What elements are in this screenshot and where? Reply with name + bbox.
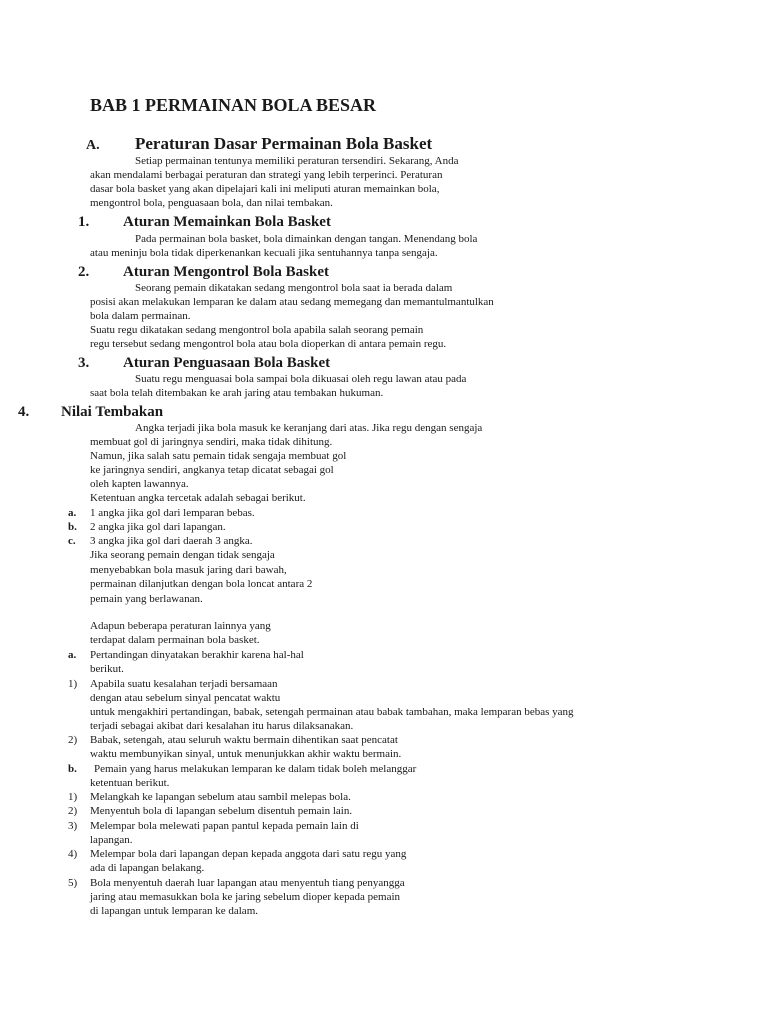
sublist-item: Melempar bola dari lapangan depan kepada anggota dari satu regu yang — [90, 848, 407, 860]
section-1-marker: 1. — [78, 214, 90, 230]
section-3-title: Aturan Penguasaan Bola Basket — [123, 355, 331, 371]
sublist-item: Melangkah ke lapangan sebelum atau sambil melepas bola. — [90, 791, 351, 803]
sublist-marker: 4) — [68, 848, 78, 860]
list-marker: a. — [68, 507, 77, 519]
section-3-marker: 3. — [78, 355, 90, 371]
list-item: 2 angka jika gol dari lapangan. — [90, 521, 226, 533]
sublist-item: di lapangan untuk lemparan ke dalam. — [90, 905, 258, 917]
sublist-marker: 5) — [68, 877, 78, 889]
section-2-title: Aturan Mengontrol Bola Basket — [123, 264, 329, 280]
paragraph-line: posisi akan melakukan lemparan ke dalam atau sedang memegang dan memantulmantulkan — [90, 296, 494, 308]
paragraph-line: mengontrol bola, penguasaan bola, dan nilai tembakan. — [90, 197, 333, 209]
section-1-title: Aturan Memainkan Bola Basket — [123, 214, 331, 230]
sublist-marker: 1) — [68, 791, 78, 803]
sublist-item: Babak, setengah, atau seluruh waktu bermain dihentikan saat pencatat — [90, 734, 398, 746]
paragraph-line: terdapat dalam permainan bola basket. — [90, 634, 260, 646]
paragraph-line: akan mendalami berbagai peraturan dan strategi yang lebih terperinci. Peraturan — [90, 169, 443, 181]
sublist-item: terjadi sebagai akibat dari kesalahan itu harus dilaksanakan. — [90, 720, 354, 732]
chapter-title: BAB 1 PERMAINAN BOLA BESAR — [90, 95, 377, 115]
paragraph-line: Pada permainan bola basket, bola dimainkan dengan tangan. Menendang bola — [135, 233, 478, 245]
sublist-item: Melempar bola melewati papan pantul kepada pemain lain di — [90, 820, 359, 832]
paragraph-line: dasar bola basket yang akan dipelajari kali ini meliputi aturan memainkan bola, — [90, 183, 440, 195]
list-marker: b. — [68, 521, 77, 533]
sublist-item: Apabila suatu kesalahan terjadi bersamaan — [90, 678, 278, 690]
sublist-item: Menyentuh bola di lapangan sebelum disentuh pemain lain. — [90, 805, 353, 817]
paragraph-line: menyebabkan bola masuk jaring dari bawah, — [90, 564, 287, 576]
paragraph-line: saat bola telah ditembakan ke arah jaring atau tembakan hukuman. — [90, 387, 384, 399]
sublist-item: ada di lapangan belakang. — [90, 862, 205, 874]
paragraph-line: Namun, jika salah satu pemain tidak sengaja membuat gol — [90, 450, 347, 462]
list-marker: a. — [68, 649, 77, 661]
paragraph-line: bola dalam permainan. — [90, 310, 191, 322]
list-item: 1 angka jika gol dari lemparan bebas. — [90, 507, 255, 519]
list-marker: c. — [68, 535, 76, 547]
list-item: berikut. — [90, 663, 124, 675]
sublist-item: jaring atau memasukkan bola ke jaring sebelum dioper kepada pemain — [90, 891, 401, 903]
section-4-title: Nilai Tembakan — [61, 404, 164, 420]
paragraph-line: permainan dilanjutkan dengan bola loncat antara 2 — [90, 578, 313, 590]
paragraph-line: membuat gol di jaringnya sendiri, maka tidak dihitung. — [90, 436, 333, 448]
paragraph-line: Adapun beberapa peraturan lainnya yang — [90, 620, 271, 632]
paragraph-line: atau meninju bola tidak diperkenankan kecuali jika sentuhannya tanpa sengaja. — [90, 247, 438, 259]
list-item: Pemain yang harus melakukan lemparan ke dalam tidak boleh melanggar — [94, 763, 417, 775]
paragraph-line: pemain yang berlawanan. — [90, 593, 203, 605]
paragraph-line: Suatu regu dikatakan sedang mengontrol bola apabila salah seorang pemain — [90, 324, 424, 336]
sublist-item: lapangan. — [90, 834, 133, 846]
sublist-item: untuk mengakhiri pertandingan, babak, setengah permainan atau babak tambahan, maka lemparan bebas yang — [90, 706, 574, 718]
section-2-marker: 2. — [78, 264, 90, 280]
list-item: 3 angka jika gol dari daerah 3 angka. — [90, 535, 253, 547]
paragraph-line: Seorang pemain dikatakan sedang mengontrol bola saat ia berada dalam — [135, 282, 453, 294]
list-item: ketentuan berikut. — [90, 777, 170, 789]
paragraph-line: ke jaringnya sendiri, angkanya tetap dicatat sebagai gol — [90, 464, 334, 476]
sublist-marker: 2) — [68, 734, 78, 746]
list-item: Pertandingan dinyatakan berakhir karena hal-hal — [90, 649, 304, 661]
paragraph-line: Suatu regu menguasai bola sampai bola dikuasai oleh regu lawan atau pada — [135, 373, 467, 385]
section-a-marker: A. — [86, 138, 100, 153]
paragraph-line: Angka terjadi jika bola masuk ke keranjang dari atas. Jika regu dengan sengaja — [135, 422, 483, 434]
paragraph-line: Ketentuan angka tercetak adalah sebagai berikut. — [90, 492, 306, 504]
paragraph-line: oleh kapten lawannya. — [90, 478, 189, 490]
section-a-title: Peraturan Dasar Permainan Bola Basket — [135, 134, 433, 153]
sublist-item: waktu membunyikan sinyal, untuk menunjukkan akhir waktu bermain. — [90, 748, 402, 760]
paragraph-line: Jika seorang pemain dengan tidak sengaja — [90, 549, 275, 561]
list-marker: b. — [68, 763, 77, 775]
sublist-item: dengan atau sebelum sinyal pencatat waktu — [90, 692, 281, 704]
sublist-marker: 3) — [68, 820, 78, 832]
section-4-marker: 4. — [18, 404, 30, 420]
sublist-item: Bola menyentuh daerah luar lapangan atau menyentuh tiang penyangga — [90, 877, 405, 889]
paragraph-line: Setiap permainan tentunya memiliki peraturan tersendiri. Sekarang, Anda — [135, 155, 459, 167]
sublist-marker: 1) — [68, 678, 78, 690]
sublist-marker: 2) — [68, 805, 78, 817]
paragraph-line: regu tersebut sedang mengontrol bola atau bola dioperkan di antara pemain regu. — [90, 338, 447, 350]
